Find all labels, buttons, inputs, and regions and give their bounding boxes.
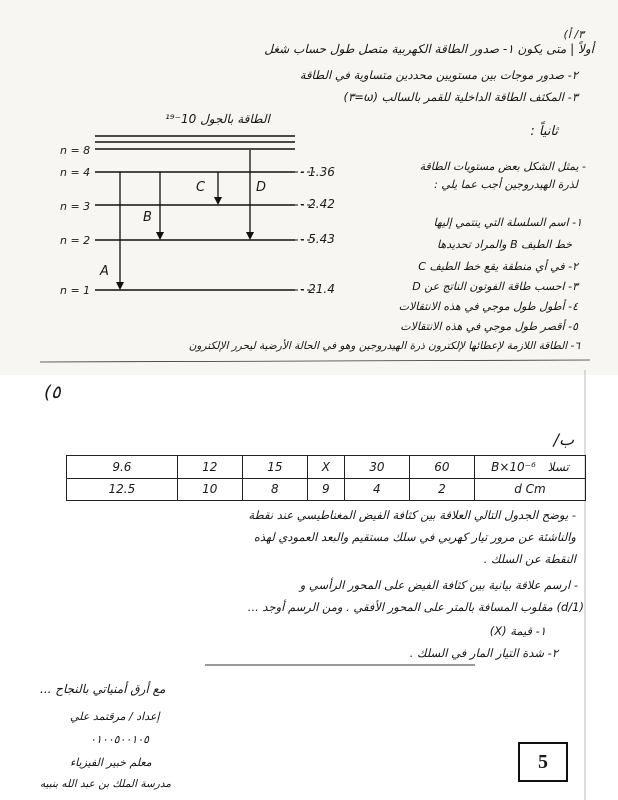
q5-text-6: ١- قيمة (X)	[489, 624, 546, 638]
table-row	[67, 456, 586, 479]
table-header-b-label: B×10⁻⁶	[491, 459, 536, 474]
closing-line-3: ٠١٠٠٥٠٠١٠٥	[90, 733, 150, 746]
thaniyan-intro-1: - يمثل الشكل بعض مستويات الطاقة	[419, 160, 586, 173]
table-cell: 12.5	[67, 478, 178, 501]
table-cell: 2	[409, 478, 474, 501]
energy-value-n1: - 21.4	[300, 282, 335, 296]
energy-value-n3: - 2.42	[300, 197, 335, 211]
thaniyan-heading: ثانياً :	[530, 124, 558, 139]
energy-value-n2: - 5.43	[300, 232, 335, 246]
q3-line-3: ٣- المكثف الطاقة الداخلية للقمر بالسالب (ω=٣)	[343, 90, 578, 104]
magnetic-field-table	[66, 455, 586, 501]
closing-line-2: إعداد / مرقتمد علي	[70, 710, 160, 723]
table-cell: 60	[409, 456, 474, 479]
table-cell: 4	[344, 478, 409, 501]
thaniyan-item-1: ١- اسم السلسلة التي ينتمي إليها	[433, 216, 582, 229]
level-label-n3: n = 3	[60, 200, 91, 213]
q5-text-7: ٢- شدة التيار المار في السلك .	[409, 646, 558, 660]
table-header-d: d Cm	[475, 478, 586, 501]
arrow-label-d: D	[256, 180, 267, 195]
table-header-b	[475, 456, 586, 479]
thaniyan-intro-2: لذرة الهيدروجين أجب عما يلي :	[434, 178, 578, 191]
q5-text-1: - يوضح الجدول التالي العلاقة بين كثافة الفيض المغناطيسي عند نقطة	[248, 508, 576, 522]
table-cell: 8	[242, 478, 307, 501]
closing-line-1: مع أرق أمنياتي بالنجاح ...	[40, 682, 166, 696]
q3-line-1: أولاً | متى يكون ١- صدور الطاقة الكهربية متصل طول حساب شغل	[264, 42, 594, 56]
thaniyan-item-2: ٢- في أي منطقة يقع خط الطيف C	[418, 260, 578, 273]
closing-line-4: معلم خبير الفيزياء	[70, 756, 152, 769]
closing-line-5: مدرسة الملك بن عبد الله بنبيه	[40, 778, 171, 790]
thaniyan-item-1b: خط الطيف B والمراد تحديدها	[437, 238, 572, 251]
table-row	[67, 478, 586, 501]
table-cell: 9	[307, 478, 344, 501]
q5-text-2: والناشئة عن مرور تيار كهربي في سلك مستقيم والبعد العمودي لهذه	[253, 530, 576, 544]
table-cell: 15	[242, 456, 307, 479]
level-label-n8: n = 8	[60, 144, 91, 157]
thaniyan-item-5: ٥- أقصر طول موجي في هذه الانتقالات	[400, 320, 578, 333]
table-cell: 9.6	[67, 456, 178, 479]
page-number: 5	[518, 742, 568, 782]
table-cell: 10	[177, 478, 242, 501]
q5-mark: ٥)	[44, 382, 61, 403]
q5-text-3: النقطة عن السلك .	[483, 552, 576, 566]
q5-text-5: (1/d) مقلوب المسافة بالمتر على المحور الأفقي . ومن الرسم أوجد ...	[247, 600, 584, 614]
thaniyan-item-6: ٦- الطاقة اللازمة لإعطائها لإلكترون ذرة الهيدروجين وهو في الحالة الأرضية ليحرر الإلكترون	[188, 340, 580, 352]
thaniyan-item-3: ٣- احسب طاقة الفوتون الناتج عن D	[412, 280, 578, 293]
table-cell: X	[307, 456, 344, 479]
energy-value-n4: - 1.36	[300, 165, 335, 179]
q5-sub-mark: ب/	[553, 430, 574, 449]
thaniyan-item-4: ٤- أطول طول موجي في هذه الانتقالات	[398, 300, 578, 313]
level-label-n2: n = 2	[60, 234, 91, 247]
diagram-title: الطاقة بالجول 10⁻¹⁹	[165, 112, 270, 126]
table-header-b-unit: تسلا	[547, 459, 569, 474]
q3-line-2: ٢- صدور موجات بين مستويين محددين متساوية في الطاقة	[299, 68, 578, 82]
arrow-label-b: B	[143, 210, 152, 225]
level-label-n1: n = 1	[60, 284, 91, 297]
table-cell: 12	[177, 456, 242, 479]
q5-text-4: - ارسم علاقة بيانية بين كثافة الفيض على المحور الرأسي و	[299, 578, 578, 592]
arrow-label-c: C	[196, 180, 206, 195]
table-cell: 30	[344, 456, 409, 479]
level-label-n4: n = 4	[60, 166, 91, 179]
q3-number: ٣/ أ)	[563, 28, 584, 41]
arrow-label-a: A	[100, 264, 109, 279]
